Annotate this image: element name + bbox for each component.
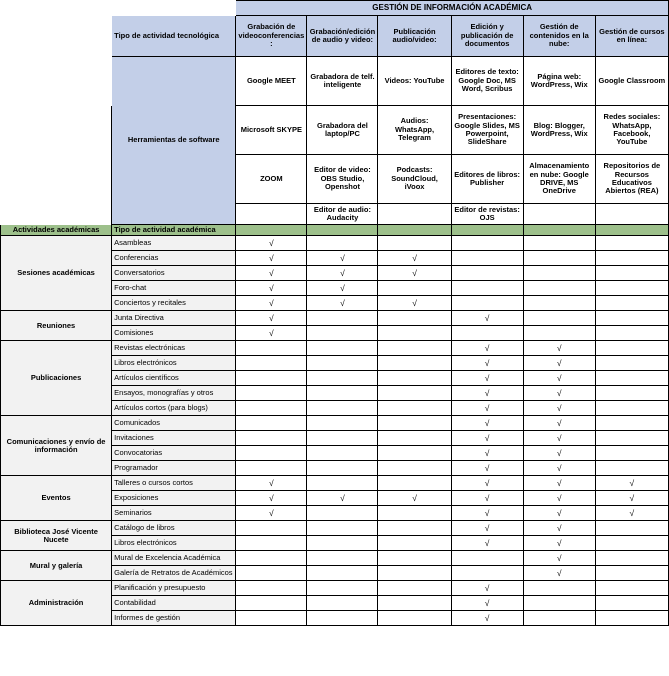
check-cell-0 [236, 371, 307, 386]
activity-label: Contabilidad [112, 596, 236, 611]
check-cell-3: √ [451, 446, 523, 461]
activity-label: Conferencias [112, 251, 236, 266]
activity-label: Asambleas [112, 236, 236, 251]
tool-cell-2-3: Editores de libros: Publisher [451, 155, 523, 204]
spacer-cell [1, 57, 112, 106]
activity-label: Seminarios [112, 506, 236, 521]
check-cell-5 [595, 596, 668, 611]
check-cell-3: √ [451, 536, 523, 551]
check-cell-5 [595, 311, 668, 326]
tool-cell-1-3: Presentaciones: Google Slides, MS Powerpoint, SlideShare [451, 106, 523, 155]
check-cell-3: √ [451, 371, 523, 386]
check-cell-3: √ [451, 311, 523, 326]
check-cell-2: √ [378, 491, 451, 506]
check-cell-4 [523, 281, 595, 296]
check-cell-2 [378, 611, 451, 626]
check-cell-3: √ [451, 506, 523, 521]
check-cell-0 [236, 551, 307, 566]
group-label-3: Comunicaciones y envío de información [1, 416, 112, 476]
check-cell-5 [595, 401, 668, 416]
check-cell-4: √ [523, 491, 595, 506]
group-label-6: Mural y galería [1, 551, 112, 581]
check-cell-5 [595, 356, 668, 371]
activity-label: Invitaciones [112, 431, 236, 446]
check-cell-2 [378, 326, 451, 341]
check-cell-5 [595, 236, 668, 251]
check-cell-0: √ [236, 506, 307, 521]
check-cell-1: √ [307, 296, 378, 311]
check-cell-3: √ [451, 521, 523, 536]
check-cell-2 [378, 476, 451, 491]
green-spacer-4 [523, 225, 595, 236]
activity-label: Convocatorias [112, 446, 236, 461]
activity-label: Planificación y presupuesto [112, 581, 236, 596]
check-cell-1 [307, 611, 378, 626]
check-cell-0: √ [236, 326, 307, 341]
check-cell-3: √ [451, 386, 523, 401]
check-cell-0: √ [236, 236, 307, 251]
activity-label: Informes de gestión [112, 611, 236, 626]
check-cell-4 [523, 596, 595, 611]
activity-label: Comunicados [112, 416, 236, 431]
check-cell-2 [378, 281, 451, 296]
check-cell-5 [595, 536, 668, 551]
check-cell-1 [307, 461, 378, 476]
check-cell-5: √ [595, 476, 668, 491]
check-cell-1 [307, 536, 378, 551]
table-row [1, 236, 669, 251]
check-cell-5 [595, 611, 668, 626]
spacer-cell [1, 204, 112, 225]
check-cell-3 [451, 236, 523, 251]
green-spacer-5 [595, 225, 668, 236]
tool-cell-1-0: Microsoft SKYPE [236, 106, 307, 155]
check-cell-3: √ [451, 581, 523, 596]
group-label-7: Administración [1, 581, 112, 626]
check-cell-1 [307, 311, 378, 326]
tool-cell-2-0: ZOOM [236, 155, 307, 204]
tool-cell-0-4: Página web: WordPress, Wix [523, 57, 595, 106]
activity-label: Revistas electrónicas [112, 341, 236, 356]
check-cell-3 [451, 326, 523, 341]
tool-cell-0-0: Google MEET [236, 57, 307, 106]
check-cell-1 [307, 371, 378, 386]
check-cell-1 [307, 476, 378, 491]
check-cell-2 [378, 236, 451, 251]
check-cell-1: √ [307, 491, 378, 506]
check-cell-2 [378, 446, 451, 461]
check-cell-0 [236, 356, 307, 371]
group-label-2: Publicaciones [1, 341, 112, 416]
activity-label: Exposiciones [112, 491, 236, 506]
table-row [1, 551, 669, 566]
check-cell-0 [236, 431, 307, 446]
check-cell-2 [378, 341, 451, 356]
check-cell-4: √ [523, 476, 595, 491]
green-spacer-2 [378, 225, 451, 236]
check-cell-4 [523, 266, 595, 281]
tool-cell-3-4 [523, 204, 595, 225]
check-cell-2 [378, 521, 451, 536]
activity-label: Comisiones [112, 326, 236, 341]
check-cell-2 [378, 566, 451, 581]
check-cell-0 [236, 341, 307, 356]
tool-cell-0-1: Grabadora de telf. inteligente [307, 57, 378, 106]
check-cell-3: √ [451, 401, 523, 416]
activity-label: Foro-chat [112, 281, 236, 296]
activity-type-header: Tipo de actividad académica [112, 225, 236, 236]
table-row [1, 341, 669, 356]
check-cell-3 [451, 296, 523, 311]
check-cell-2 [378, 506, 451, 521]
check-cell-1 [307, 431, 378, 446]
check-cell-3: √ [451, 416, 523, 431]
check-cell-5 [595, 446, 668, 461]
activity-label: Libros electrónicos [112, 356, 236, 371]
check-cell-1 [307, 386, 378, 401]
check-cell-2 [378, 416, 451, 431]
check-cell-4: √ [523, 386, 595, 401]
column-header-row [1, 16, 669, 57]
check-cell-0 [236, 536, 307, 551]
check-cell-3: √ [451, 596, 523, 611]
tool-cell-3-2 [378, 204, 451, 225]
check-cell-0 [236, 401, 307, 416]
check-cell-4: √ [523, 506, 595, 521]
check-cell-5 [595, 461, 668, 476]
check-cell-0 [236, 596, 307, 611]
check-cell-4 [523, 326, 595, 341]
check-cell-1 [307, 506, 378, 521]
check-cell-3: √ [451, 431, 523, 446]
tool-cell-2-2: Podcasts: SoundCloud, iVoox [378, 155, 451, 204]
check-cell-2 [378, 386, 451, 401]
table-row [1, 476, 669, 491]
check-cell-3: √ [451, 611, 523, 626]
table-row [1, 581, 669, 596]
check-cell-2 [378, 551, 451, 566]
check-cell-4 [523, 311, 595, 326]
tool-cell-3-3: Editor de revistas: OJS [451, 204, 523, 225]
tool-cell-1-4: Blog: Blogger, WordPress, Wix [523, 106, 595, 155]
activity-label: Catálogo de libros [112, 521, 236, 536]
check-cell-1 [307, 326, 378, 341]
check-cell-3 [451, 251, 523, 266]
spacer-cell [1, 16, 112, 57]
tools-row [1, 106, 669, 155]
check-cell-4 [523, 296, 595, 311]
tool-cell-2-4: Almacenamiento en nube: Google DRIVE, MS OneDrive [523, 155, 595, 204]
software-tools-header: Herramientas de software [112, 57, 236, 225]
check-cell-5: √ [595, 491, 668, 506]
activity-label: Artículos científicos [112, 371, 236, 386]
check-cell-5: √ [595, 506, 668, 521]
check-cell-0 [236, 446, 307, 461]
column-header-5: Gestión de cursos en línea: [595, 16, 668, 57]
check-cell-1 [307, 596, 378, 611]
check-cell-2: √ [378, 266, 451, 281]
tool-cell-3-1: Editor de audio: Audacity [307, 204, 378, 225]
check-cell-4: √ [523, 401, 595, 416]
group-label-1: Reuniones [1, 311, 112, 341]
check-cell-4 [523, 236, 595, 251]
check-cell-5 [595, 521, 668, 536]
activity-label: Artículos cortos (para blogs) [112, 401, 236, 416]
check-cell-5 [595, 371, 668, 386]
tool-cell-1-2: Audios: WhatsApp, Telegram [378, 106, 451, 155]
spacer-cell [1, 1, 112, 16]
tool-cell-0-2: Videos: YouTube [378, 57, 451, 106]
check-cell-4: √ [523, 356, 595, 371]
check-cell-3 [451, 551, 523, 566]
header-banner: GESTIÓN DE INFORMACIÓN ACADÉMICA [236, 1, 669, 16]
check-cell-0 [236, 581, 307, 596]
check-cell-0 [236, 461, 307, 476]
check-cell-1 [307, 401, 378, 416]
check-cell-2 [378, 596, 451, 611]
check-cell-1 [307, 581, 378, 596]
tool-cell-2-5: Repositorios de Recursos Educativos Abiertos (REA) [595, 155, 668, 204]
group-label-5: Biblioteca José Vicente Nucete [1, 521, 112, 551]
check-cell-4: √ [523, 551, 595, 566]
check-cell-2 [378, 431, 451, 446]
check-cell-0: √ [236, 251, 307, 266]
table-row [1, 416, 669, 431]
group-label-4: Eventos [1, 476, 112, 521]
check-cell-0: √ [236, 296, 307, 311]
check-cell-0: √ [236, 476, 307, 491]
tool-cell-3-5 [595, 204, 668, 225]
table-row [1, 521, 669, 536]
check-cell-2 [378, 311, 451, 326]
check-cell-3 [451, 566, 523, 581]
check-cell-5 [595, 251, 668, 266]
column-header-2: Publicación audio/video: [378, 16, 451, 57]
check-cell-1 [307, 416, 378, 431]
activity-label: Libros electrónicos [112, 536, 236, 551]
activity-label: Galería de Retratos de Académicos [112, 566, 236, 581]
tool-cell-0-3: Editores de texto: Google Doc, MS Word, Scribus [451, 57, 523, 106]
table-row [1, 311, 669, 326]
academic-activities-header: Actividades académicas [1, 225, 112, 236]
check-cell-5 [595, 566, 668, 581]
activity-label: Conciertos y recitales [112, 296, 236, 311]
check-cell-4 [523, 611, 595, 626]
activity-label: Ensayos, monografías y otros [112, 386, 236, 401]
check-cell-5 [595, 551, 668, 566]
check-cell-3: √ [451, 491, 523, 506]
check-cell-2: √ [378, 296, 451, 311]
check-cell-2 [378, 356, 451, 371]
check-cell-0 [236, 521, 307, 536]
tool-cell-3-0 [236, 204, 307, 225]
check-cell-2 [378, 371, 451, 386]
check-cell-0 [236, 611, 307, 626]
header-banner-row [1, 1, 669, 16]
check-cell-0: √ [236, 311, 307, 326]
activity-label: Conversatorios [112, 266, 236, 281]
check-cell-2 [378, 536, 451, 551]
check-cell-4: √ [523, 536, 595, 551]
activity-label: Mural de Excelencia Académica [112, 551, 236, 566]
check-cell-2 [378, 461, 451, 476]
check-cell-1 [307, 341, 378, 356]
green-spacer-0 [236, 225, 307, 236]
check-cell-1 [307, 446, 378, 461]
tool-cell-1-1: Grabadora del laptop/PC [307, 106, 378, 155]
check-cell-3: √ [451, 341, 523, 356]
column-header-0: Grabación de videoconferencias: [236, 16, 307, 57]
activity-label: Junta Directiva [112, 311, 236, 326]
check-cell-0: √ [236, 491, 307, 506]
check-cell-1: √ [307, 251, 378, 266]
check-cell-1 [307, 566, 378, 581]
green-spacer-3 [451, 225, 523, 236]
tool-cell-0-5: Google Classroom [595, 57, 668, 106]
check-cell-0: √ [236, 266, 307, 281]
spacer-cell [112, 1, 236, 16]
tools-row [1, 204, 669, 225]
column-header-4: Gestión de contenidos en la nube: [523, 16, 595, 57]
activity-label: Talleres o cursos cortos [112, 476, 236, 491]
check-cell-5 [595, 341, 668, 356]
check-cell-5 [595, 386, 668, 401]
tech-activity-header: Tipo de actividad tecnológica [112, 16, 236, 57]
check-cell-4 [523, 581, 595, 596]
check-cell-1 [307, 236, 378, 251]
check-cell-3: √ [451, 476, 523, 491]
check-cell-3: √ [451, 461, 523, 476]
check-cell-1 [307, 521, 378, 536]
tools-row [1, 155, 669, 204]
check-cell-4: √ [523, 521, 595, 536]
green-spacer-1 [307, 225, 378, 236]
section-header-row [1, 225, 669, 236]
check-cell-5 [595, 266, 668, 281]
check-cell-5 [595, 281, 668, 296]
check-cell-1 [307, 551, 378, 566]
spacer-cell [1, 155, 112, 204]
check-cell-5 [595, 431, 668, 446]
check-cell-4: √ [523, 416, 595, 431]
check-cell-5 [595, 326, 668, 341]
activity-label: Programador [112, 461, 236, 476]
check-cell-2: √ [378, 251, 451, 266]
check-cell-3 [451, 266, 523, 281]
check-cell-4 [523, 251, 595, 266]
check-cell-4: √ [523, 566, 595, 581]
check-cell-3 [451, 281, 523, 296]
tools-row [1, 57, 669, 106]
check-cell-3: √ [451, 356, 523, 371]
check-cell-1: √ [307, 281, 378, 296]
tool-cell-1-5: Redes sociales: WhatsApp, Facebook, YouTube [595, 106, 668, 155]
check-cell-5 [595, 296, 668, 311]
check-cell-2 [378, 401, 451, 416]
check-cell-1 [307, 356, 378, 371]
check-cell-2 [378, 581, 451, 596]
check-cell-5 [595, 416, 668, 431]
check-cell-4: √ [523, 446, 595, 461]
check-cell-4: √ [523, 341, 595, 356]
column-header-3: Edición y publicación de documentos [451, 16, 523, 57]
column-header-1: Grabación/edición de audio y video: [307, 16, 378, 57]
check-cell-0 [236, 416, 307, 431]
check-cell-0 [236, 566, 307, 581]
check-cell-4: √ [523, 461, 595, 476]
check-cell-0: √ [236, 281, 307, 296]
check-cell-4: √ [523, 431, 595, 446]
check-cell-4: √ [523, 371, 595, 386]
check-cell-0 [236, 386, 307, 401]
check-cell-5 [595, 581, 668, 596]
group-label-0: Sesiones académicas [1, 236, 112, 311]
check-cell-1: √ [307, 266, 378, 281]
tool-cell-2-1: Editor de video: OBS Studio, Openshot [307, 155, 378, 204]
spacer-cell [1, 106, 112, 155]
